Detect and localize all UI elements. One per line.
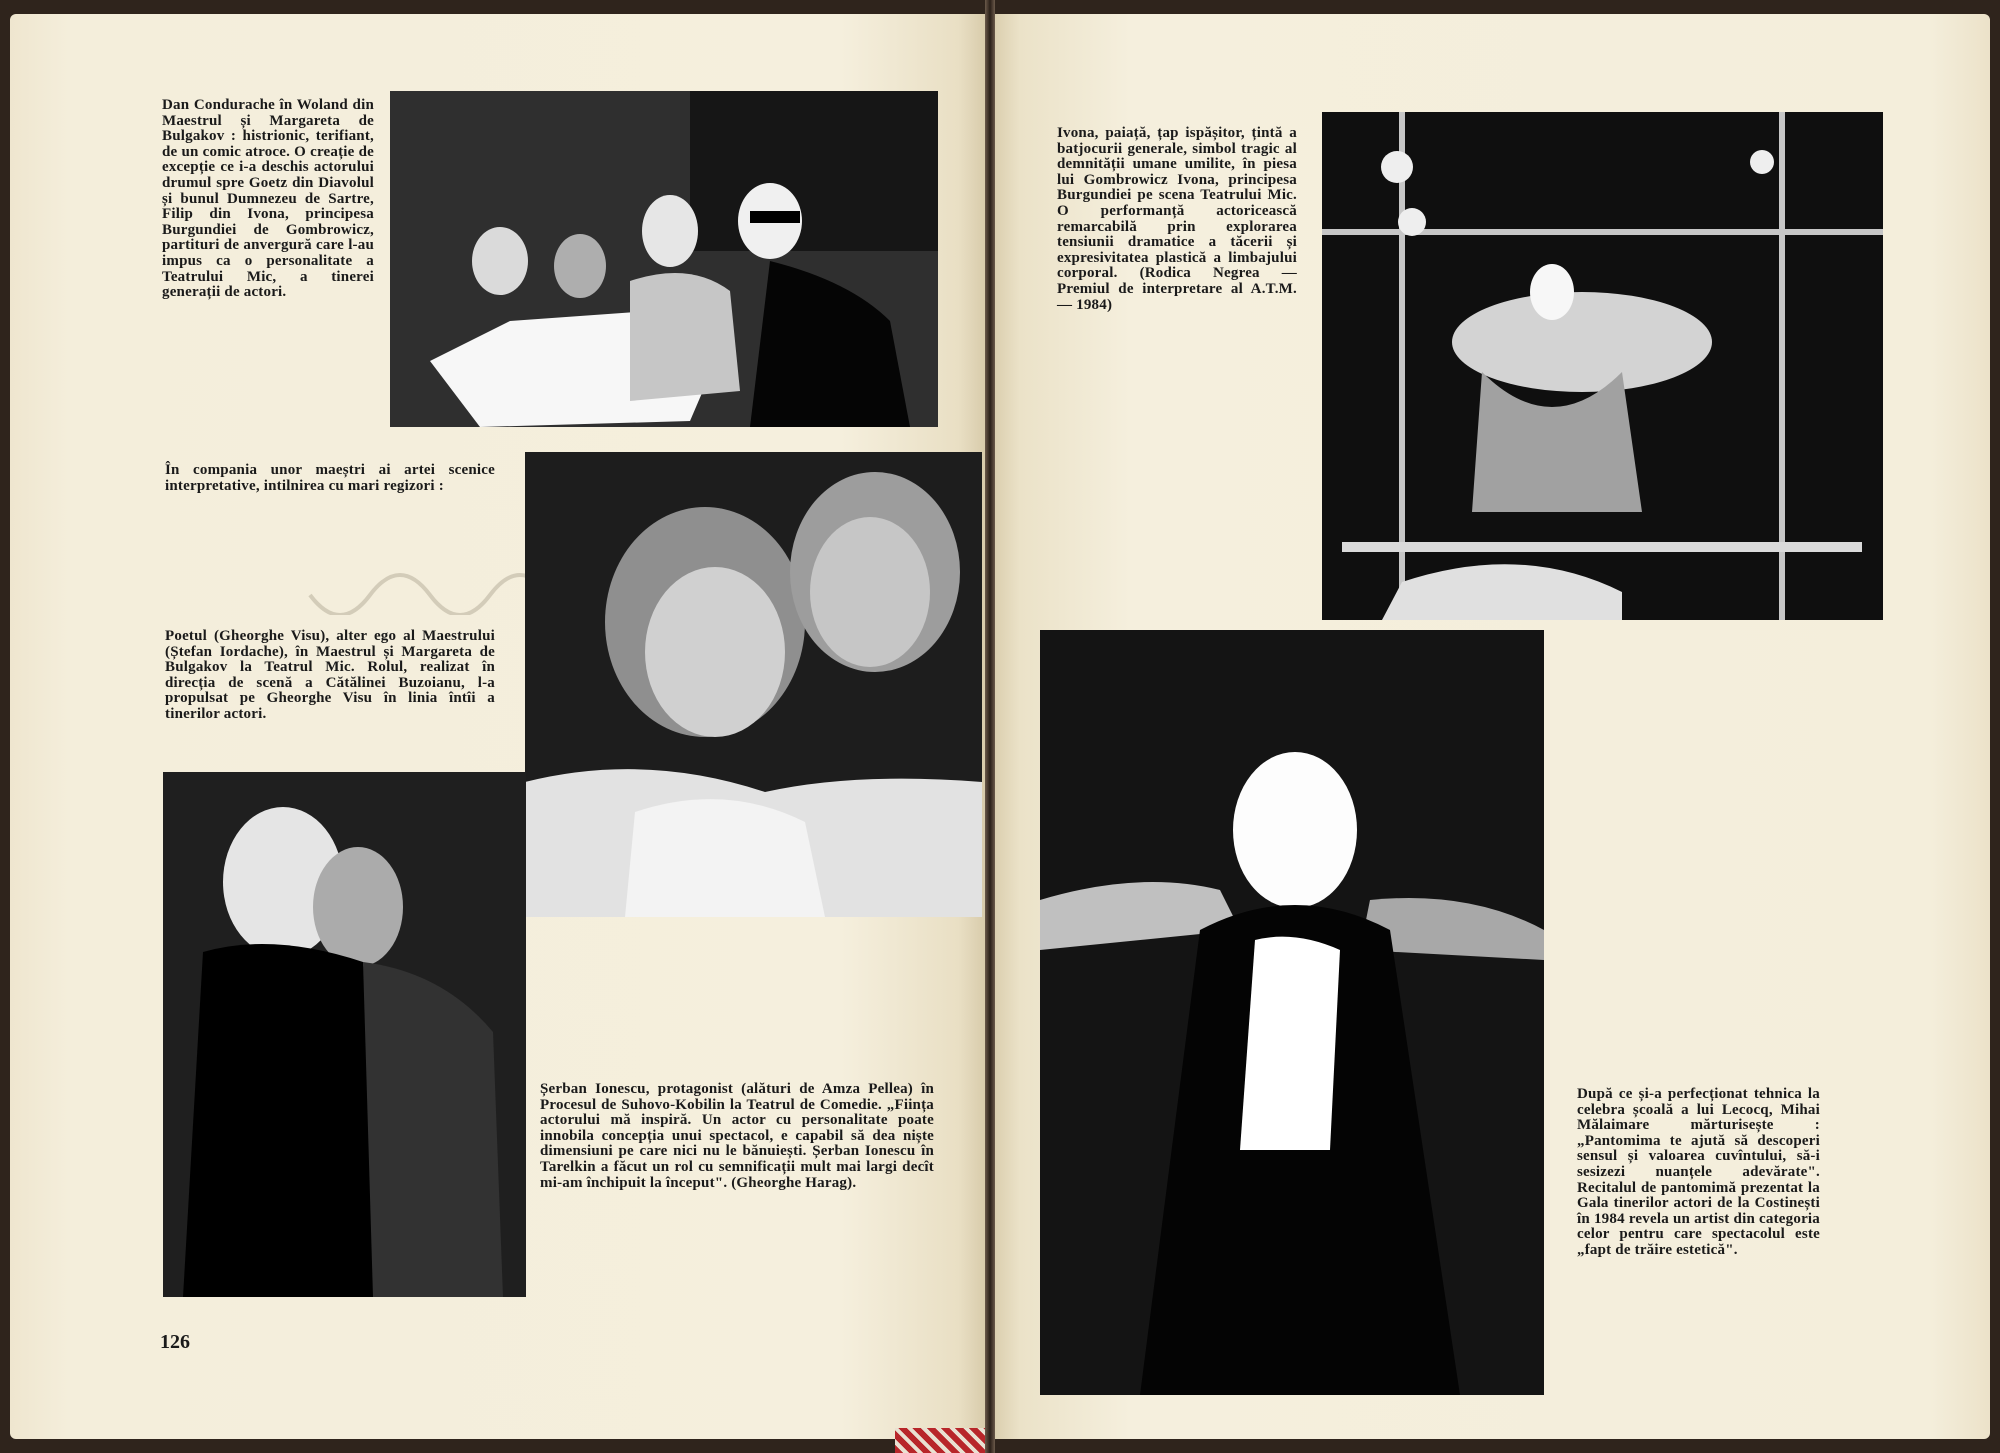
caption-dan-condurache: Dan Condurache în Woland din Maestrul și Margareta de Bulgakov : histrionic, terifiant, de un comic atroce. O creație de excepție ce i-a deschis actorului drumul spre Goetz din Diavolul și bunul Dumnezeu de Sartre, Filip din Ivona, principesa Burgundiei de Gombrowicz, partituri de anvergură care l-au impus ca o personalitate a Teatrului Mic, a tinerei generații de actori. [162, 97, 374, 301]
page-number-left: 126 [160, 1331, 190, 1353]
photo-visu-iordache [525, 452, 982, 917]
photo-mihai-malaimare [1040, 630, 1544, 1395]
bookmark-ribbon [895, 1428, 985, 1453]
caption-ivona: Ivona, paiață, țap ispășitor, țintă a batjocurii generale, simbol tragic al demnității umane umilite, în piesa lui Gombrowicz Ivona, principesa Burgundiei pe scena Teatrului Mic. O performanță actoricească remarcabilă prin explorarea tensiunii dramatice a tăcerii și expresivitatea plastică a limbajului corporal. (Rodica Negrea — Premiul de interpretare al A.T.M. — 1984) [1057, 125, 1297, 313]
photo-rodica-negrea-ivona [1322, 112, 1883, 620]
caption-mihai-malaimare: După ce și-a perfecționat tehnica la celebra școală a lui Lecocq, Mihai Mălaimare mărturisește : „Pantomima te ajută să descoperi sensul și valoarea cuvîntului, să-i sesizezi nuanțele adevărate". Recitalul de pantomimă prezentat la Gala tinerilor actori de la Costinești în 1984 revela un artist din categoria celor pentru care spectacolul este „fapt de trăire estetică". [1577, 1086, 1820, 1258]
photo-serban-ionescu [163, 772, 526, 1297]
caption-intro-masters: În compania unor maeștri ai artei scenice interpretative, intilnirea cu mari regizori : [165, 462, 495, 494]
caption-serban-ionescu: Șerban Ionescu, protagonist (alături de Amza Pellea) în Procesul de Suhovo-Kobilin la Teatrul de Comedie. „Ființa actorului mă inspiră. Un actor cu personalitate poate innobila concepția unui spectacol, e capabil să dea niște dimensiuni pe care nici nu le bănuiești. Șerban Ionescu în Tarelkin a făcut un rol cu semnificații mult mai largi decît mi-am închipuit la început". (Gheorghe Harag). [540, 1081, 934, 1191]
caption-gheorghe-visu: Poetul (Gheorghe Visu), alter ego al Maestrului (Ștefan Iordache), în Maestrul și Margareta de Bulgakov la Teatrul Mic. Rolul, realizat în direcția de scenă a Cătălinei Buzoianu, l-a propulsat pe Gheorghe Visu în linia întîi a tinerilor actori. [165, 628, 495, 722]
photo-dan-condurache-woland [390, 91, 938, 427]
show-through-texture [300, 545, 560, 615]
book-gutter [985, 0, 995, 1453]
